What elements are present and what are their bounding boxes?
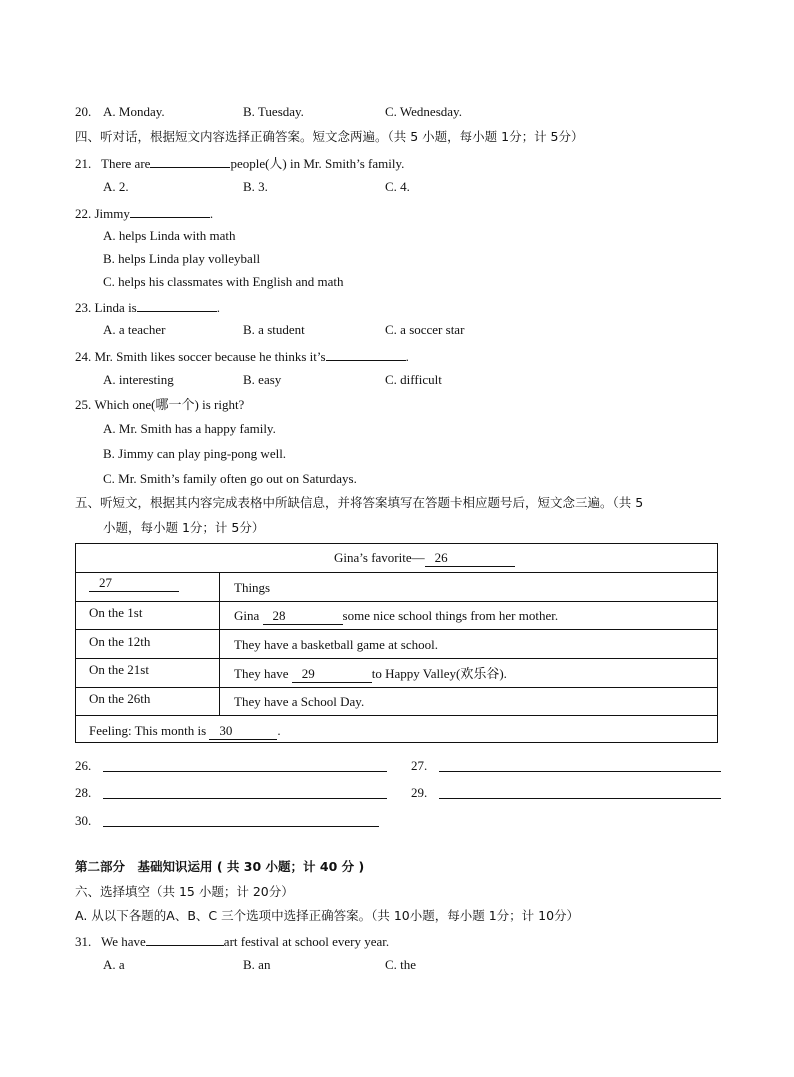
q20-number: 20. [75, 104, 92, 119]
q24-blank [326, 347, 406, 361]
q24-option-a: A. interesting [103, 372, 174, 387]
feeling-row [89, 723, 281, 740]
q31-stem [75, 932, 389, 950]
part-2-title: 第二部分 基础知识运用 ( 共 30 小题；计 40 分 ) [75, 859, 365, 874]
q23-option-c: C. a soccer star [385, 322, 465, 337]
q20-option-b: B. Tuesday. [243, 104, 304, 119]
section-4-instructions: 四、听对话，根据短文内容选择正确答案。短文念两遍。（共 5 小题，每小题 1分；计 5分） [75, 129, 584, 144]
row4-things: They have a School Day. [234, 694, 365, 709]
q31-option-c: C. the [385, 957, 417, 972]
table-rule [76, 658, 717, 659]
feeling-text-post: . [277, 723, 281, 738]
table-rule [76, 572, 717, 573]
q24-text-post: . [405, 349, 409, 364]
answer-26-label: 26. [75, 758, 92, 773]
q25-stem [75, 397, 244, 413]
q20-option-a: A. Monday. [103, 104, 165, 119]
row3-date: On the 21st [89, 662, 149, 677]
q23-stem [75, 298, 220, 316]
q23-option-b: B. a student [243, 322, 305, 337]
blank-26-number: 26 [434, 550, 448, 565]
q22-text-pre: Jimmy [94, 206, 130, 221]
q24-number: 24. [75, 349, 92, 364]
q22-option-c: C. helps his classmates with English and math [103, 274, 344, 289]
row1-text-pre: Gina [234, 608, 263, 623]
feeling-text-pre: Feeling: This month is [89, 723, 210, 738]
q31-text-post: art festival at school every year. [223, 934, 390, 949]
q21-option-c: C. 4. [385, 179, 410, 194]
q24-stem [75, 347, 409, 365]
blank-29-number: 29 [301, 666, 315, 681]
answer-29-label: 29. [411, 785, 428, 800]
q20-option-c: C. Wednesday. [385, 104, 462, 119]
q24-text-pre: Mr. Smith likes soccer because he thinks it’s [94, 349, 326, 364]
table-rule [76, 601, 717, 602]
q23-number: 23. [75, 300, 92, 315]
answer-29-line[interactable] [439, 798, 721, 799]
row3-text-pre: They have [234, 666, 292, 681]
blank-30 [209, 723, 277, 740]
q22-stem [75, 204, 213, 222]
q25-number: 25. [75, 397, 92, 412]
q22-text-post: . [209, 206, 214, 221]
q23-text-post: . [216, 300, 220, 315]
answer-26-line[interactable] [103, 771, 387, 772]
q21-text-post: people(人) in Mr. Smith’s family. [230, 156, 405, 171]
blank-28-number: 28 [272, 608, 286, 623]
q22-number: 22. [75, 206, 92, 221]
section-6a-instructions: A. 从以下各题的A、B、C 三个选项中选择正确答案。（共 10小题，每小题 1分；计 10分） [75, 908, 580, 923]
table-column-rule [219, 572, 220, 715]
q22-blank [130, 204, 210, 218]
row3-things [234, 666, 507, 683]
blank-26 [425, 550, 515, 567]
section-5-instructions-line1: 五、听短文，根据其内容完成表格中所缺信息，并将答案填写在答题卡相应题号后，短文念三遍。（共 5 [75, 495, 644, 510]
blank-29 [292, 666, 372, 683]
q21-option-a: A. 2. [103, 179, 129, 194]
q31-option-a: A. a [103, 957, 125, 972]
q25-text: Which one(哪一个) is right? [94, 397, 245, 412]
q23-text-pre: Linda is [94, 300, 137, 315]
q22-option-a: A. helps Linda with math [103, 228, 236, 243]
q25-option-b: B. Jimmy can play ping-pong well. [103, 446, 287, 461]
section-6-title: 六、选择填空（共 15 小题；计 20分） [75, 884, 294, 899]
blank-28 [263, 608, 343, 625]
row1-things [234, 608, 558, 625]
q21-number: 21. [75, 156, 92, 171]
q23-option-a: A. a teacher [103, 322, 166, 337]
q31-number: 31. [75, 934, 92, 949]
header-date-cell [89, 575, 179, 592]
blank-30-number: 30 [219, 723, 233, 738]
blank-27-number: 27 [99, 575, 112, 590]
q25-option-c: C. Mr. Smith’s family often go out on Saturdays. [103, 471, 357, 486]
table-rule [76, 629, 717, 630]
q21-option-b: B. 3. [243, 179, 268, 194]
table-rule [76, 715, 717, 716]
row2-things: They have a basketball game at school. [234, 637, 438, 652]
q24-option-b: B. easy [243, 372, 282, 387]
row2-date: On the 12th [89, 634, 151, 649]
q24-option-c: C. difficult [385, 372, 442, 387]
answer-27-line[interactable] [439, 771, 721, 772]
q22-option-b: B. helps Linda play volleyball [103, 251, 261, 266]
section-5-instructions-line2: 小题，每小题 1分；计 5分） [103, 520, 265, 535]
table-rule [76, 687, 717, 688]
header-things-cell: Things [234, 580, 271, 595]
info-table [75, 543, 718, 743]
blank-27 [89, 575, 179, 592]
row4-date: On the 26th [89, 691, 151, 706]
q31-blank [146, 932, 224, 946]
row1-date: On the 1st [89, 605, 143, 620]
q31-text-pre: We have [101, 934, 146, 949]
answer-30-line[interactable] [103, 826, 379, 827]
table-title [334, 550, 515, 567]
q23-blank [137, 298, 217, 312]
q21-stem [75, 154, 404, 172]
q21-blank [150, 154, 230, 168]
answer-27-label: 27. [411, 758, 428, 773]
q21-text-pre: There are [101, 156, 151, 171]
row1-text-post: some nice school things from her mother. [342, 608, 559, 623]
q31-option-b: B. an [243, 957, 271, 972]
q25-option-a: A. Mr. Smith has a happy family. [103, 421, 276, 436]
answer-28-line[interactable] [103, 798, 387, 799]
row3-text-post: to Happy Valley(欢乐谷). [371, 666, 507, 681]
table-title-text: Gina’s favorite— [334, 550, 425, 565]
answer-28-label: 28. [75, 785, 92, 800]
answer-30-label: 30. [75, 813, 92, 828]
